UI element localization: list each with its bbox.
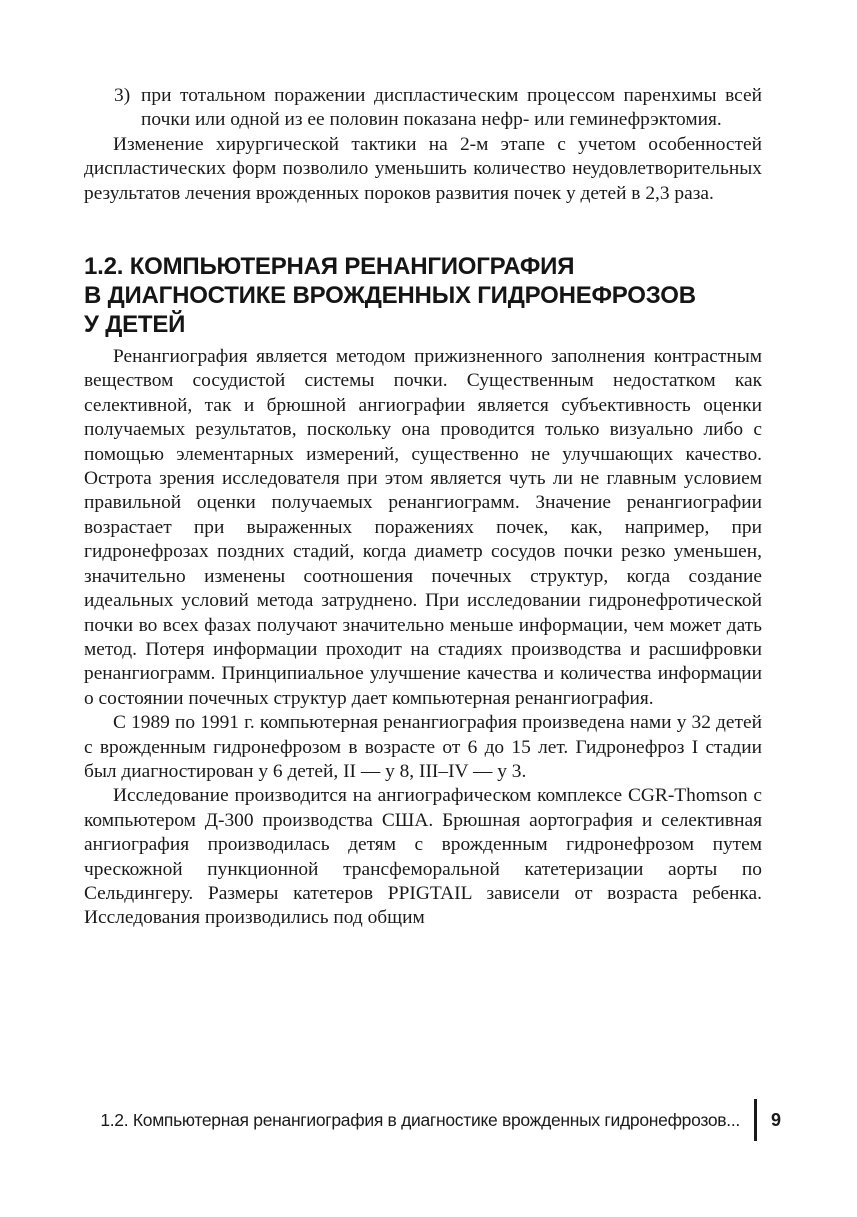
page-footer <box>84 1099 781 1141</box>
list-item <box>84 84 762 133</box>
body-paragraph-3: Исследование производится на ангиографическом комплексе CGR-Thomson с компьютером Д-300 производства США. Брюшная аортография и селективная ангиография производилась детям с врожденным гидронефрозом путем чрескожной пункционной трансфеморальной катетеризации аорты по Сельдингеру. Размеры катетеров PPIGTAIL зависели от возраста ребенка. Исследования производились под общим <box>84 785 762 929</box>
section-heading-line-3: У ДЕТЕЙ <box>84 311 186 339</box>
intro-paragraph: Изменение хирургической тактики на 2-м этапе с учетом особенностей диспластических форм позволило уменьшить количество неудовлетворительных результатов лечения врожденных пороков развития почек у детей в 2,3 раза. <box>84 133 762 204</box>
section-heading-line-2: В ДИАГНОСТИКЕ ВРОЖДЕННЫХ ГИДРОНЕФРОЗОВ <box>84 282 696 310</box>
list-item-text: при тотальном поражении диспластическим процессом паренхимы всей почки или одной из ее половин показана нефр- или геминефрэктомия. <box>141 85 762 131</box>
section-heading-line-1: 1.2. КОМПЬЮТЕРНАЯ РЕНАНГИОГРАФИЯ <box>84 253 575 281</box>
page-number: 9 <box>770 1109 781 1130</box>
running-head: 1.2. Компьютерная ренангиография в диагностике врожденных гидронефрозов... <box>100 1109 740 1130</box>
list-item-number: 3) <box>114 85 131 106</box>
footer-divider <box>754 1099 757 1141</box>
body-paragraph-1: Ренангиография является методом прижизненного заполнения контрастным веществом сосудистой системы почки. Существенным недостатком как селективной, так и брюшной ангиографии является субъективность оценки получаемых результатов, поскольку она проводится только визуально либо с помощью элементарных измерений, существенно не улучшающих качество. Острота зрения исследователя при этом является чуть ли не главным условием правильной оценки получаемых ренангиограмм. Значение ренангиографии возрастает при выраженных поражениях почек, как, например, при гидронефрозах поздних стадий, когда диаметр сосудов почки резко уменьшен, значительно изменены соотношения почечных структур, когда создание идеальных условий метода затруднено. При исследовании гидронефротической почки во всех фазах получают значительно меньше информации, чем может дать метод. Потеря информации проходит на стадиях производства и расшифровки ренангиограмм. Принципиальное улучшение качества и количества информации о состоянии почечных структур дает компьютерная ренангиография. <box>84 346 762 709</box>
page-content <box>84 84 762 931</box>
body-paragraph-2: С 1989 по 1991 г. компьютерная ренангиография произведена нами у 32 детей с врожденным гидронефрозом в возрасте от 6 до 15 лет. Гидронефроз I стадии был диагностирован у 6 детей, II — у 8, III–IV — у 3. <box>84 712 762 782</box>
section-heading <box>84 252 762 339</box>
